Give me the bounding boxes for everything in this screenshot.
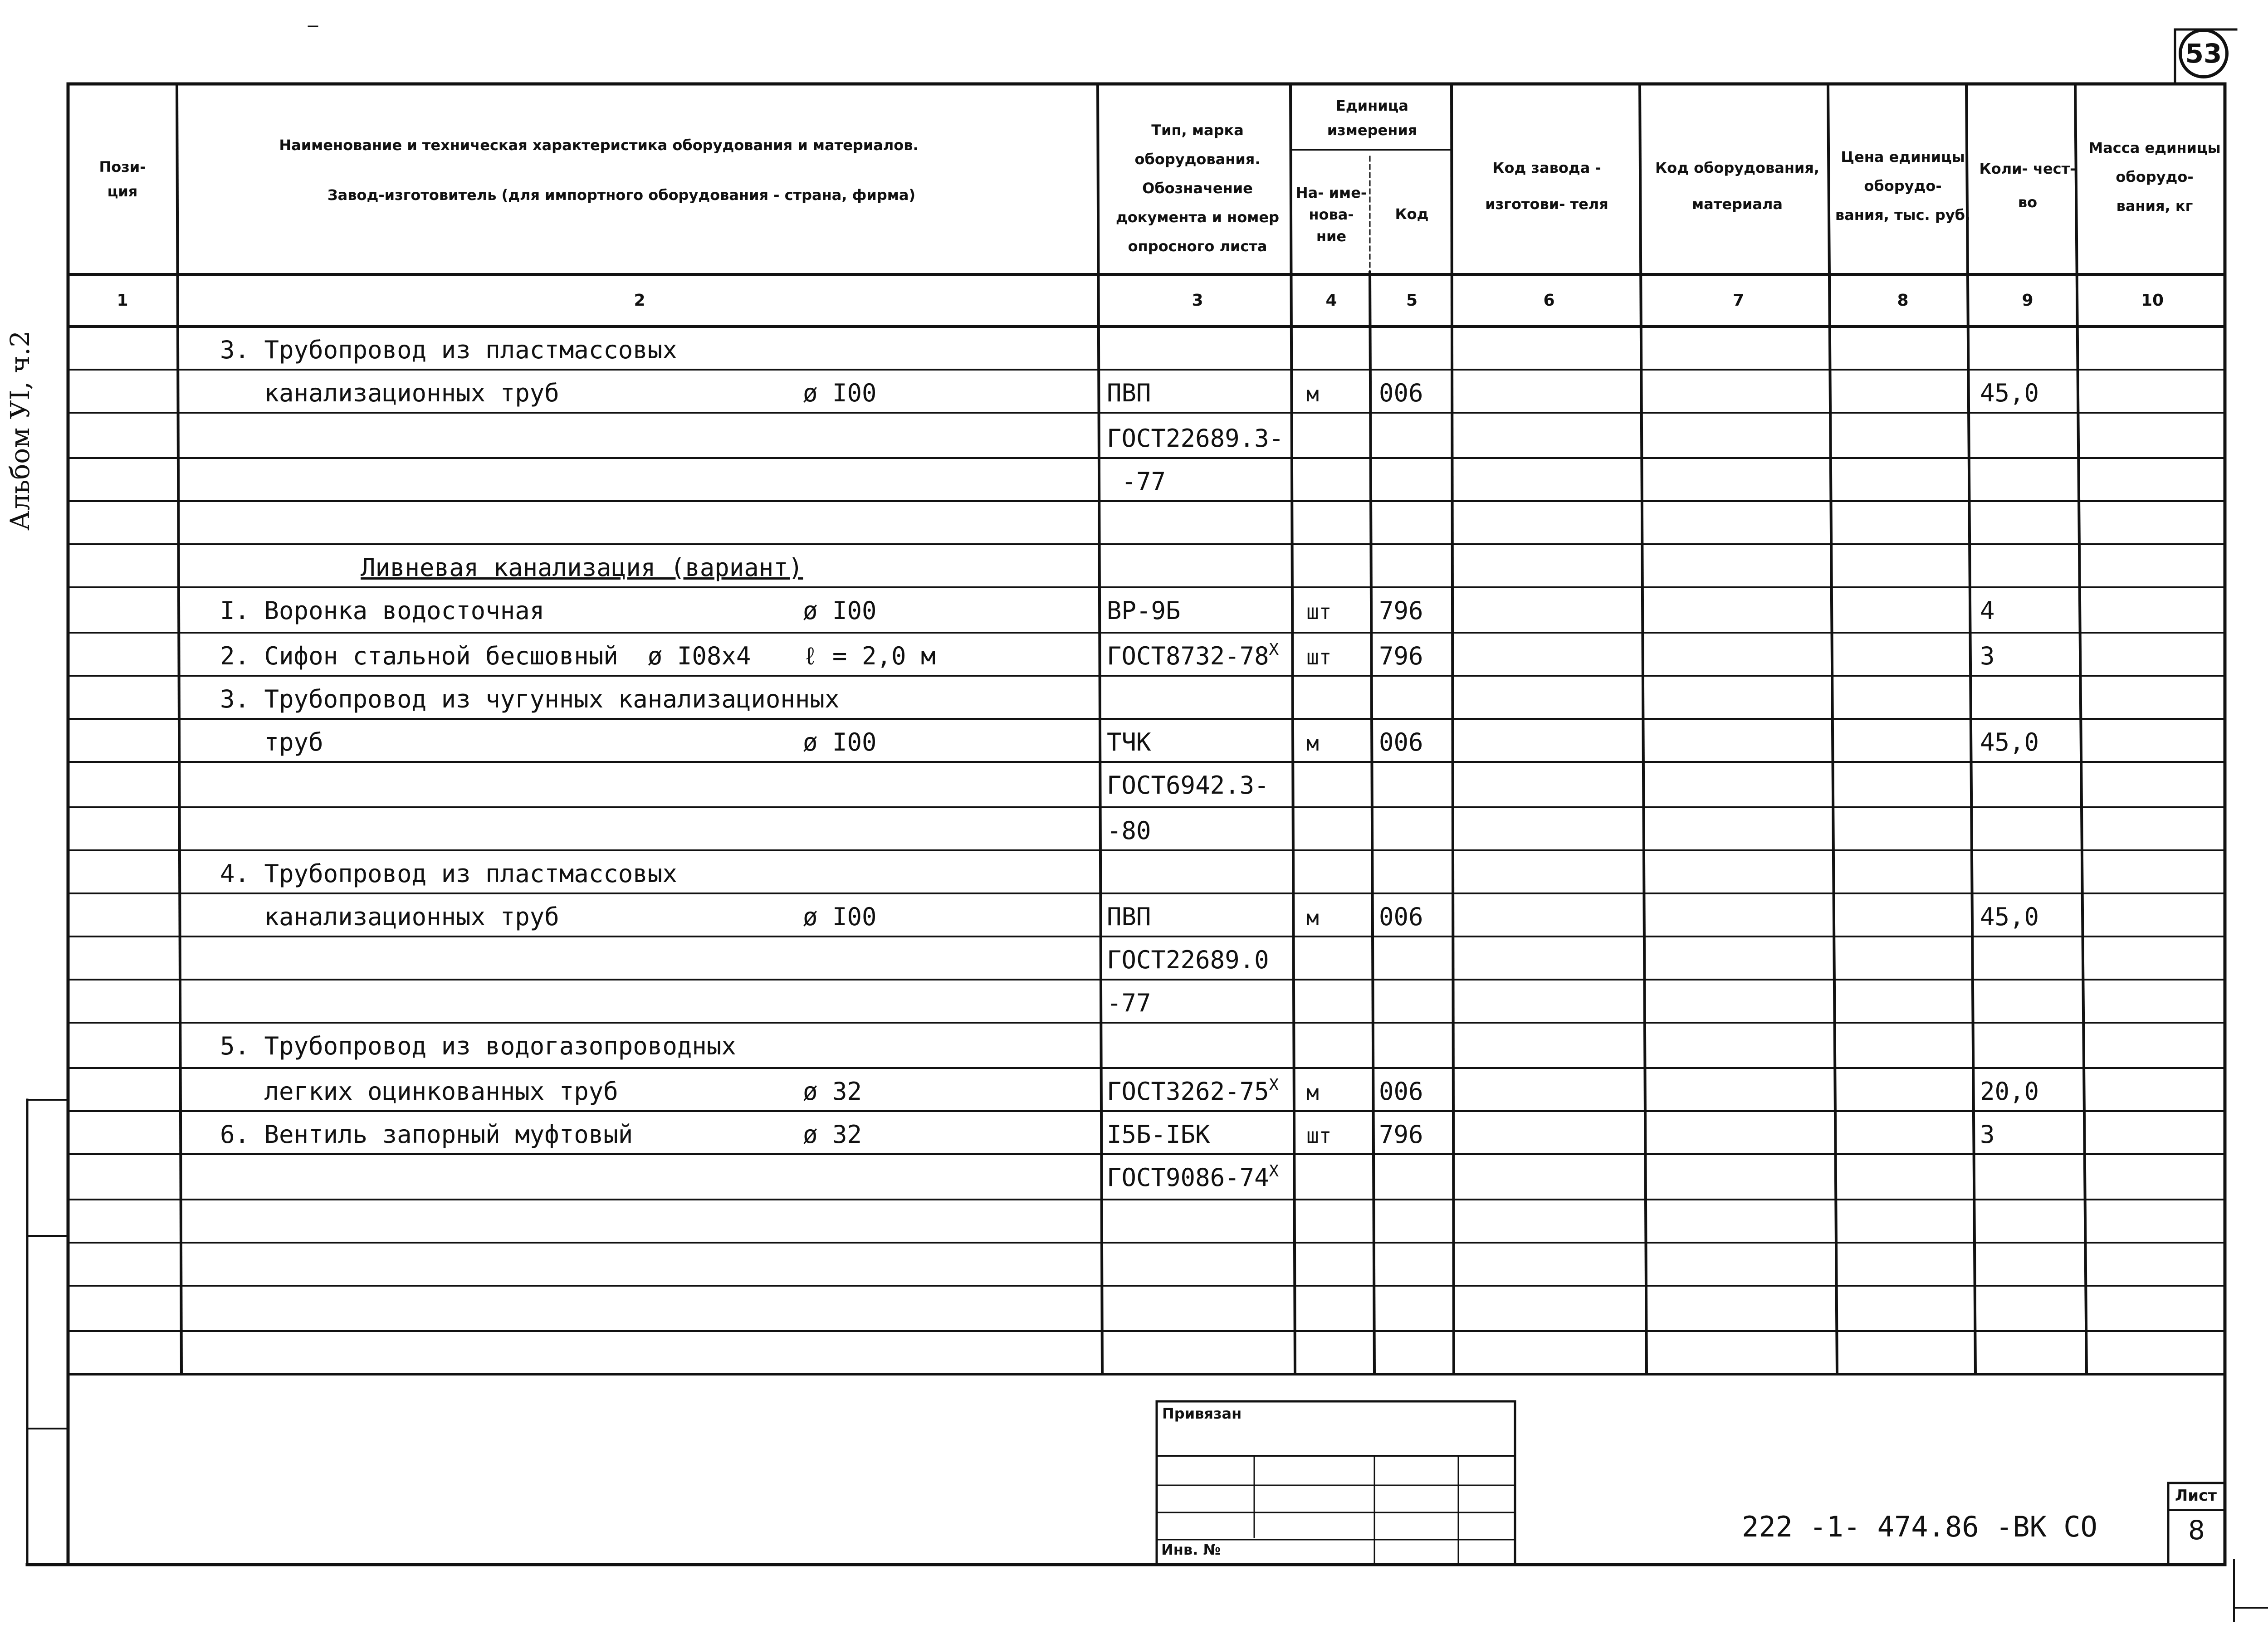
header-price xyxy=(1835,100,1971,272)
header-equipment-code xyxy=(1647,100,1828,272)
row-quantity: 45,0 xyxy=(1980,902,2039,931)
row-unit: шт xyxy=(1306,645,1332,669)
row-name: труб xyxy=(220,728,323,756)
header-plant xyxy=(236,170,1007,220)
header-unit-code-label: Код xyxy=(1395,205,1429,223)
column-number: 3 xyxy=(1192,291,1203,310)
row-diameter: ø 32 xyxy=(803,1120,862,1149)
column-number: 1 xyxy=(117,291,128,310)
row-unit-code: 796 xyxy=(1379,642,1423,670)
row-diameter: ℓ = 2,0 м xyxy=(803,642,936,670)
stamp-inventory-label: Инв. № xyxy=(1161,1541,1221,1558)
row-name: легких оцинкованных труб xyxy=(220,1077,618,1106)
column-number: 10 xyxy=(2141,291,2164,310)
row-type: ПВП xyxy=(1107,379,1151,407)
header-plant-code-label: Код завода - изготови- теля xyxy=(1485,159,1608,213)
header-unit-group-label: Единица измерения xyxy=(1327,97,1418,139)
header-unit-name-label: На- име- нова- ние xyxy=(1295,184,1367,245)
row-unit-code: 006 xyxy=(1379,728,1423,756)
row-type: ГОСТ8732-78 xyxy=(1107,642,1269,670)
row-unit: шт xyxy=(1306,600,1332,624)
row-unit-code: 006 xyxy=(1379,379,1423,407)
row-unit: шт xyxy=(1306,1123,1332,1148)
header-position-label: Пози- ция xyxy=(99,158,146,200)
row-diameter: ø I00 xyxy=(803,596,877,625)
row-unit: м xyxy=(1306,1080,1319,1105)
column-number: 9 xyxy=(2022,291,2033,310)
document-code: 222 -1- 474.86 -ВК СО xyxy=(1742,1510,2097,1543)
row-unit: м xyxy=(1306,382,1319,406)
row-name: канализационных труб xyxy=(220,902,559,931)
header-equipment-code-label: Код оборудования, материала xyxy=(1655,159,1820,213)
row-unit-code: 796 xyxy=(1379,596,1423,625)
row-type: ВР-9Б xyxy=(1107,596,1181,625)
stamp-bound-label: Привязан xyxy=(1162,1405,1242,1422)
header-price-label: Цена единицы оборудо- вания, тыс. руб. xyxy=(1835,148,1971,224)
row-name: 3. Трубопровод из пластмассовых xyxy=(220,336,677,364)
row-quantity: 3 xyxy=(1980,1120,1995,1149)
row-unit-code: 006 xyxy=(1379,902,1423,931)
row-type: ПВП xyxy=(1107,902,1151,931)
header-unit-group xyxy=(1293,88,1452,147)
row-name: 5. Трубопровод из водогазопроводных xyxy=(220,1032,736,1060)
header-type xyxy=(1102,102,1293,274)
header-quantity-label: Коли- чест- во xyxy=(1979,160,2076,211)
row-name: канализационных труб xyxy=(220,379,559,407)
row-unit-code: 796 xyxy=(1379,1120,1423,1149)
header-type-label: Тип, марка оборудования. Обозначение документа и номер опросного листа xyxy=(1115,122,1280,255)
row-diameter: ø I00 xyxy=(803,902,877,931)
row-quantity: 4 xyxy=(1980,596,1995,625)
section-heading: Ливневая канализация (вариант) xyxy=(361,553,803,582)
row-type: -77 xyxy=(1107,989,1151,1017)
header-mass-label: Масса единицы оборудо- вания, кг xyxy=(2088,139,2221,215)
row-name: I. Воронка водосточная xyxy=(220,596,545,625)
row-type: ГОСТ22689.0 xyxy=(1107,946,1269,974)
column-number: 8 xyxy=(1897,291,1909,310)
row-diameter: ø I00 xyxy=(803,728,877,756)
row-name: 6. Вентиль запорный муфтовый xyxy=(220,1120,633,1149)
row-type-superscript: X xyxy=(1269,640,1279,659)
header-unit-code xyxy=(1372,154,1452,274)
row-type: ГОСТ6942.3- xyxy=(1107,771,1269,800)
header-position xyxy=(68,84,177,274)
row-name: 4. Трубопровод из пластмассовых xyxy=(220,859,677,888)
sheet-value: 8 xyxy=(2188,1515,2205,1546)
row-type-superscript: X xyxy=(1269,1162,1279,1180)
row-unit: м xyxy=(1306,731,1319,756)
row-type: I5Б-IБК xyxy=(1107,1120,1210,1149)
header-name-line2-label: Завод-изготовитель (для импортного оборудования - страна, фирма) xyxy=(327,186,916,204)
row-type: ТЧК xyxy=(1107,728,1151,756)
sheet-number: 53 xyxy=(2185,38,2222,69)
row-name: 3. Трубопровод из чугунных канализационных xyxy=(220,685,840,713)
row-unit-code: 006 xyxy=(1379,1077,1423,1106)
column-number: 4 xyxy=(1325,291,1337,310)
sheet-label: Лист xyxy=(2175,1487,2217,1505)
row-type: -77 xyxy=(1107,467,1166,496)
row-type-superscript: X xyxy=(1269,1076,1279,1094)
column-number: 7 xyxy=(1732,291,1745,310)
header-mass xyxy=(2087,91,2223,263)
header-unit-name xyxy=(1293,154,1370,274)
row-diameter: ø 32 xyxy=(803,1077,862,1106)
row-diameter: ø I00 xyxy=(803,379,877,407)
row-name: 2. Сифон стальной бесшовный ø I08x4 xyxy=(220,642,751,670)
row-quantity: 3 xyxy=(1980,642,1995,670)
column-number: 2 xyxy=(634,291,645,310)
header-quantity xyxy=(1975,100,2080,272)
row-type: ГОСТ22689.3- xyxy=(1107,424,1284,453)
row-quantity: 20,0 xyxy=(1980,1077,2039,1106)
row-quantity: 45,0 xyxy=(1980,379,2039,407)
row-type: ГОСТ9086-74 xyxy=(1107,1163,1269,1192)
header-name-label: Наименование и техническая характеристика оборудования и материалов. xyxy=(279,136,919,154)
header-name xyxy=(213,118,984,172)
header-plant-code xyxy=(1456,100,1637,272)
row-quantity: 45,0 xyxy=(1980,728,2039,756)
row-unit: м xyxy=(1306,906,1319,930)
album-side-label: Альбом УI, ч.2 xyxy=(5,330,35,531)
row-type: -80 xyxy=(1107,816,1151,845)
column-number: 5 xyxy=(1406,291,1418,310)
row-type: ГОСТ3262-75 xyxy=(1107,1077,1269,1106)
column-number: 6 xyxy=(1543,291,1555,310)
